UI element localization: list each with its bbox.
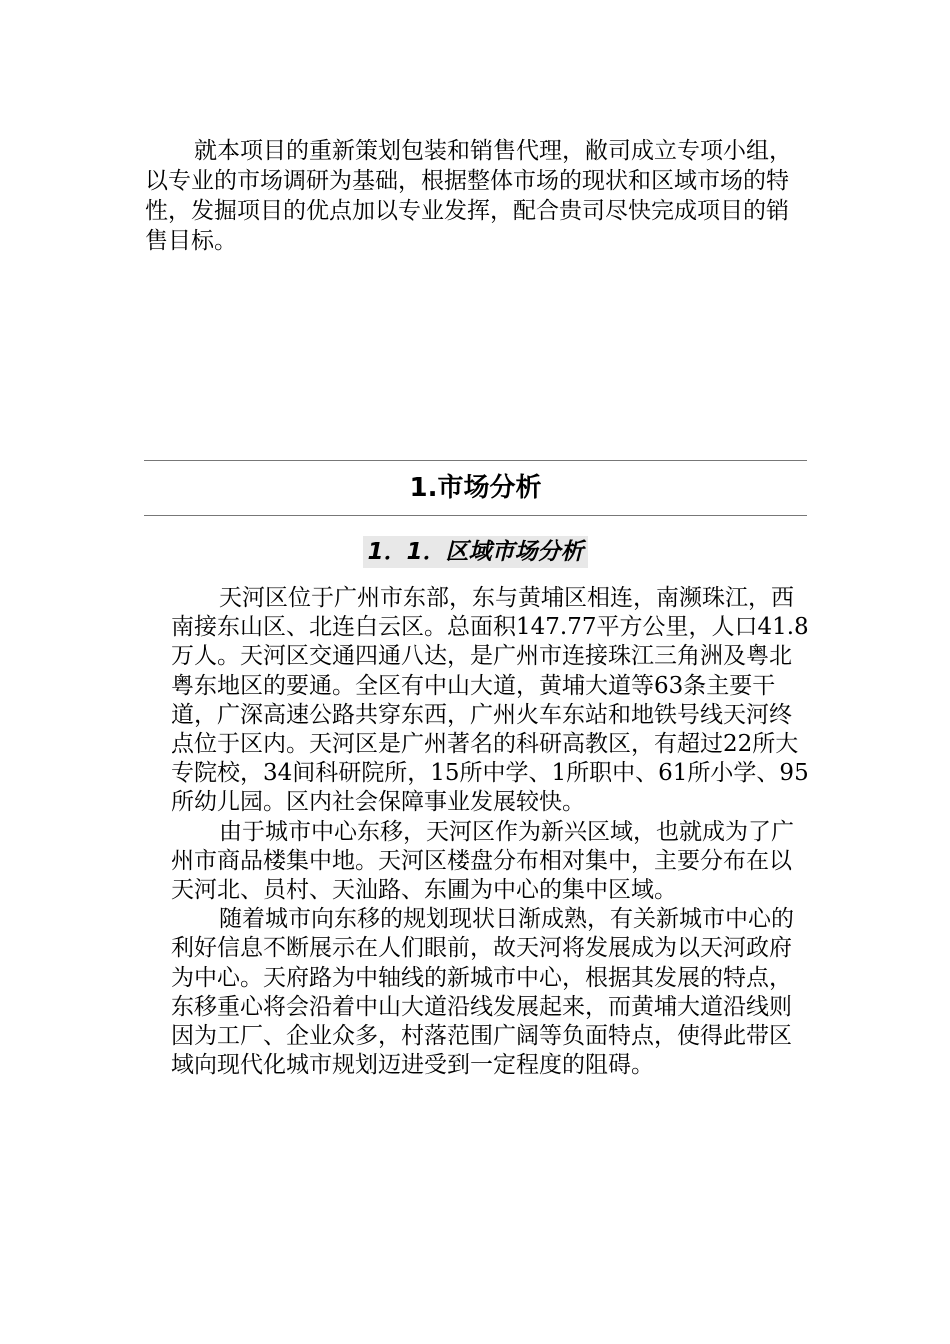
section-heading [144,536,807,568]
chapter-top-rule [144,460,807,461]
section-title: 1．1．区域市场分析 [363,536,587,568]
body-paragraph-1: 天河区位于广州市东部，东与黄埔区相连，南濒珠江，西南接东山区、北连白云区。总面积147.77平方公里，人口41.8万人。天河区交通四通八达，是广州市连接珠江三角洲及粤北粤东地区的要通。全区有中山大道，黄埔大道等63条主要干道，广深高速公路共穿东西，广州火车东站和地铁号线天河终点位于区内。天河区是广州著名的科研高教区，有超过22所大专院校，34间科研院所，15所中学、1所职中、61所小学、95所幼儿园。区内社会保障事业发展较快。 [171,585,809,816]
section-body [171,584,811,1080]
body-paragraph-2: 由于城市中心东移，天河区作为新兴区域，也就成为了广州市商品楼集中地。天河区楼盘分布相对集中，主要分布在以天河北、员村、天汕路、东圃为中心的集中区域。 [171,818,794,904]
chapter-title: 1.市场分析 [409,473,542,503]
body-paragraph-3: 随着城市向东移的规划现状日渐成熟，有关新城市中心的利好信息不断展示在人们眼前，故天河将发展成为以天河政府为中心。天府路为中轴线的新城市中心，根据其发展的特点，东移重心将会沿着中山大道沿线发展起来，而黄埔大道沿线则因为工厂、企业众多，村落范围广阔等负面特点，使得此带区域向现代化城市规划迈进受到一定程度的阻碍。 [171,906,794,1079]
intro-paragraph: 就本项目的重新策划包装和销售代理，敝司成立专项小组，以专业的市场调研为基础，根据整体市场的现状和区域市场的特性，发掘项目的优点加以专业发挥，配合贵司尽快完成项目的销售目标。 [145,138,792,254]
chapter-bottom-rule [144,515,807,516]
